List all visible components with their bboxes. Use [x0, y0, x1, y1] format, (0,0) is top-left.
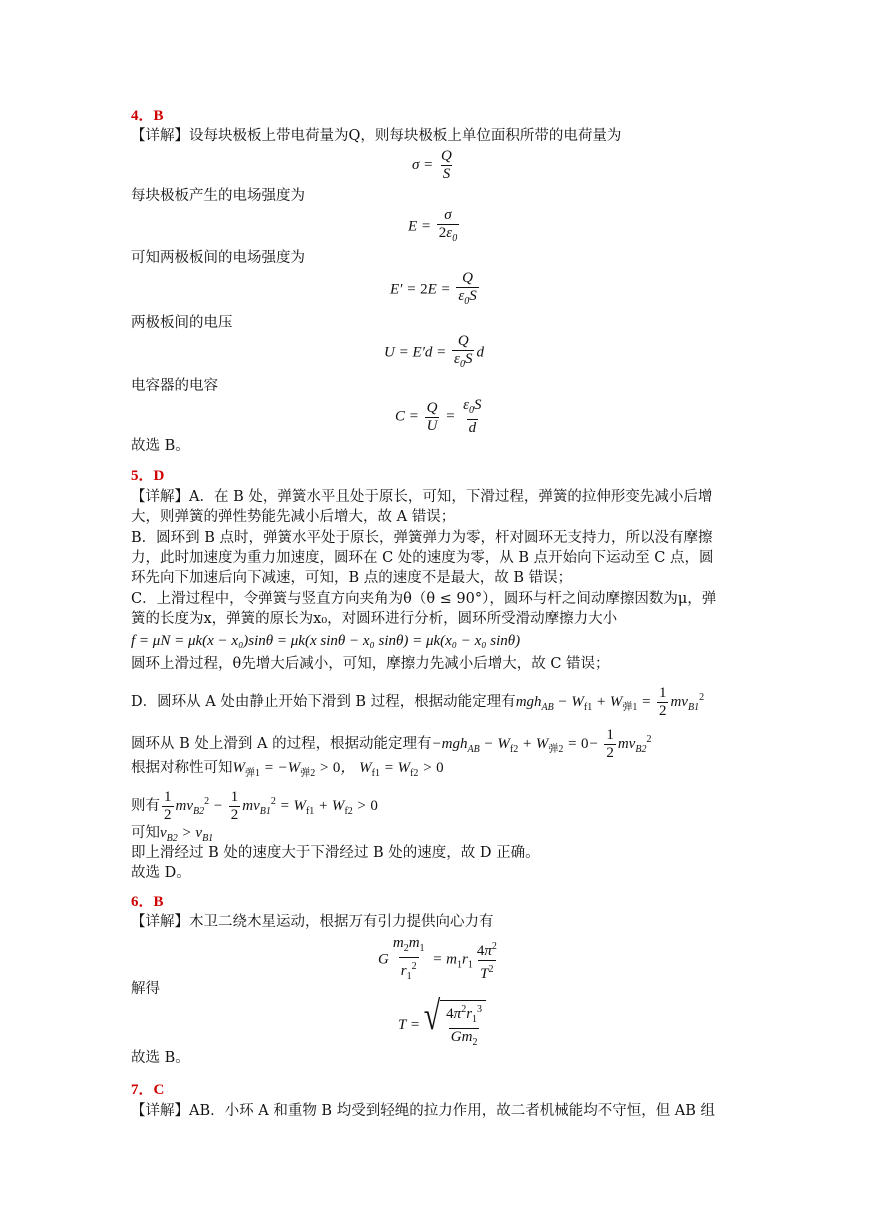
q4-eq-c: C = $\frac{Q}{U}$ = $\frac{\varepsilon_0S}{d}$ — [395, 397, 482, 436]
q5-eq-symmetry: $W_{弹1} = -W_{弹2} > 0$， $W_{f1} = W_{f2} > 0$ — [232, 760, 444, 779]
q5-know-text: 可知 — [131, 825, 160, 841]
q4-line5: 电容器的电容 — [131, 378, 218, 394]
q4-line4: 两极板间的电压 — [131, 315, 233, 331]
q5-then-text: 则有 — [131, 797, 160, 814]
q5-option-b-line1: B．圆环到 B 点时，弹簧水平处于原长，弹簧弹力为零，杆对圆环无支持力，所以没有摩擦 — [131, 530, 713, 546]
q5-option-d-line6: 即上滑经过 B 处的速度大于下滑经过 B 处的速度，故 D 正确。 — [131, 845, 540, 861]
q5-heading: 5．D — [131, 468, 165, 484]
q5-option-a-line2: 大，则弹簧的弹性势能先减小后增大，故 A 错误； — [131, 509, 456, 525]
q5-option-b-line3: 环先向下加速后向下减速，可知，B 点的速度不是最大，故 B 错误； — [131, 570, 573, 586]
q5-eq-result: $v_{B2} > v_{B1}$ — [160, 825, 214, 844]
q7-heading: 7．C — [131, 1082, 165, 1098]
q6-line1: 【详解】木卫二绕木星运动，根据万有引力提供向心力有 — [131, 914, 494, 930]
q5-option-c-line2: 簧的长度为x，弹簧的原长为x₀，对圆环进行分析，圆环所受滑动摩擦力大小 — [131, 611, 618, 627]
q5-friction-equation: f = μN = μk(x − x₀)sinθ = μk(x sinθ − x₀ sinθ) = μk(x₀ − x₀ sinθ) — [131, 633, 521, 649]
q5-symmetry-text: 根据对称性可知 — [131, 760, 233, 776]
q6-conclusion: 故选 B。 — [131, 1050, 190, 1066]
q5-option-d-line4 — [131, 789, 378, 824]
q4-line3: 可知两极板间的电场强度为 — [131, 250, 305, 266]
q4-line2: 每块极板产生的电场强度为 — [131, 188, 305, 204]
q5-option-d-line2 — [131, 727, 651, 762]
q5-option-b-line2: 力，此时加速度为重力加速度，圆环在 C 处的速度为零，从 B 点开始向下运动至 C 点，圆 — [131, 550, 714, 566]
q4-eq-u: U = E′d = $\frac{Q}{\varepsilon_0S}$ d — [384, 333, 484, 373]
q5-option-a-line1: 【详解】A．在 B 处，弹簧水平且处于原长，可知，下滑过程，弹簧的拉伸形变先减小后增 — [131, 489, 713, 505]
q4-heading: 4．B — [131, 108, 164, 124]
q6-heading: 6．B — [131, 894, 164, 910]
q5-eq-compare: $\frac{1}{2}$ $mv_{B2}^2$ − $\frac{1}{2}$ $mv_{B1}^2 = W_{f1} + W_{f2} > 0$ — [164, 789, 378, 823]
q5-option-d-line3 — [131, 758, 444, 784]
q6-eq-period: T = √ $\frac{4\pi^2r_1^3}{Gm_2}$ — [398, 1000, 486, 1051]
q7-line1: 【详解】AB．小环 A 和重物 B 均受到轻绳的拉力作用，故二者机械能均不守恒，但 AB 组 — [131, 1103, 716, 1119]
q4-line1: 【详解】设每块极板上带电荷量为Q，则每块极板上单位面积所带的电荷量为 — [131, 128, 622, 144]
q5-conclusion: 故选 D。 — [131, 865, 191, 881]
q5-eq-up: $-mgh_{AB} - W_{f2} + W_{弹2} = 0-$ $\frac{1}{2}$ $mv_{B2}^2$ — [431, 727, 652, 761]
q4-conclusion: 故选 B。 — [131, 438, 190, 454]
q6-line2: 解得 — [131, 981, 160, 997]
q6-eq-gravity: G $\frac{m_2m_1}{r_1^2}$ = $m_1r_1$ $\frac{4\pi^2}{T^2}$ — [378, 935, 501, 985]
q5-option-d2-text: 圆环从 B 处上滑到 A 的过程，根据动能定理有 — [131, 735, 432, 752]
q5-option-d-line1 — [131, 685, 704, 720]
q5-option-d-text: D．圆环从 A 处由静止开始下滑到 B 过程，根据动能定理有 — [131, 693, 516, 710]
q5-option-c-line4: 圆环上滑过程，θ先增大后减小，可知，摩擦力先减小后增大，故 C 错误； — [131, 656, 610, 672]
q5-eq-down: $mgh_{AB} - W_{f1} + W_{弹1}$ = $\frac{1}{2}$ $mv_{B1}^2$ — [515, 685, 705, 719]
q4-eq-sigma: σ = $\frac{Q}{S}$ — [412, 148, 452, 182]
q4-eq-e: E = $\frac{\sigma}{2\varepsilon_0}$ — [408, 207, 461, 247]
q4-eq-eprime: E′ = 2E = $\frac{Q}{\varepsilon_0S}$ — [390, 270, 481, 310]
q5-option-c-line1: C．上滑过程中，令弹簧与竖直方向夹角为θ（θ ≤ 90°），圆环与杆之间动摩擦因数为μ，弹 — [131, 591, 717, 607]
